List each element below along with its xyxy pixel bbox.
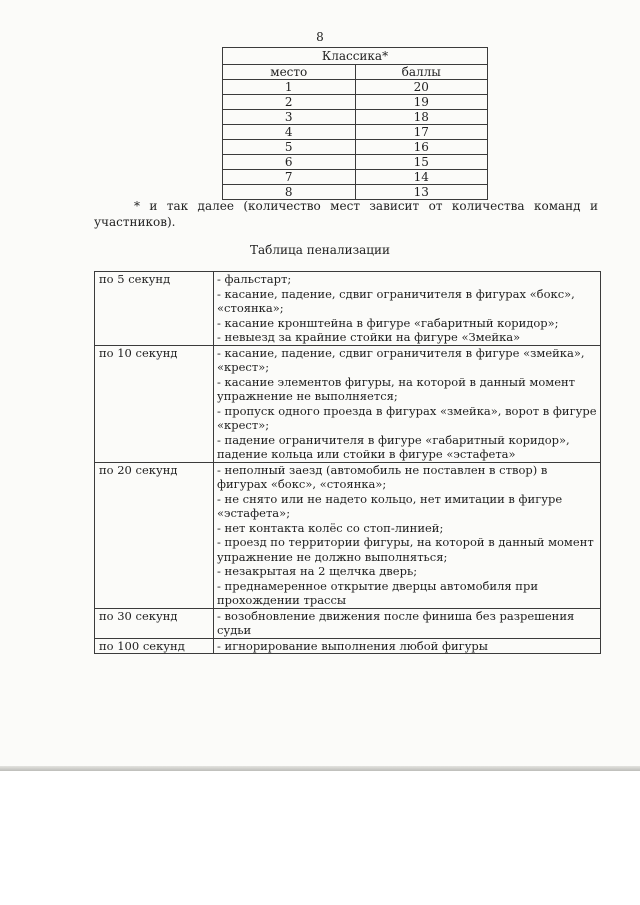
- penalty-item: - не снято или не надето кольцо, нет имитации в фигуре «эстафета»;: [217, 491, 563, 520]
- penalty-time-cell: по 20 секунд: [95, 462, 214, 608]
- place-cell: 6: [223, 155, 356, 170]
- penalty-item: - возобновление движения после финиша без разрешения судьи: [217, 608, 575, 637]
- header-points: баллы: [355, 65, 488, 80]
- penalty-time-cell: по 30 секунд: [95, 608, 214, 638]
- penalty-item: - касание элементов фигуры, на которой в данный момент упражнение не выполняется;: [217, 374, 576, 403]
- points-cell: 13: [355, 185, 488, 200]
- place-cell: 3: [223, 110, 356, 125]
- scan-edge: [0, 766, 640, 771]
- penalty-item: - игнорирование выполнения любой фигуры: [217, 638, 488, 653]
- classic-table-title-row: [223, 48, 488, 65]
- footnote: * и так далее (количество мест зависит от количества команд и участников).: [94, 199, 598, 229]
- table-row: [223, 170, 488, 185]
- table-row: [223, 110, 488, 125]
- classic-table-header-row: [223, 65, 488, 80]
- table-row: [223, 140, 488, 155]
- penalty-items-cell: [214, 608, 601, 638]
- place-cell: 2: [223, 95, 356, 110]
- place-cell: 8: [223, 185, 356, 200]
- table-row: [223, 125, 488, 140]
- points-cell: 14: [355, 170, 488, 185]
- penalty-item: - касание кронштейна в фигуре «габаритный коридор»;: [217, 315, 559, 330]
- penalty-item: - незакрытая на 2 щелчка дверь;: [217, 564, 418, 578]
- table-row: [223, 155, 488, 170]
- penalty-item: - преднамеренное открытие дверцы автомобиля при прохождении трассы: [217, 578, 538, 607]
- table-row: [95, 345, 601, 462]
- penalty-time-cell: по 100 секунд: [95, 638, 214, 654]
- table-row: [95, 272, 601, 346]
- place-cell: 4: [223, 125, 356, 140]
- penalty-item: - проезд по территории фигуры, на которой в данный момент упражнение не должно выполняться;: [217, 535, 594, 564]
- page-number: 8: [316, 30, 324, 44]
- penalty-item: - нет контакта колёс со стоп-линией;: [217, 520, 444, 535]
- penalty-item: - пропуск одного проезда в фигурах «змейка», ворот в фигуре «крест»;: [217, 403, 597, 432]
- table-row: [95, 462, 601, 608]
- penalty-item: - невыезд за крайние стойки на фигуре «Змейка»: [217, 330, 521, 344]
- place-cell: 7: [223, 170, 356, 185]
- points-cell: 16: [355, 140, 488, 155]
- classic-scoring-table: [222, 47, 488, 200]
- table-row: [95, 608, 601, 638]
- points-cell: 15: [355, 155, 488, 170]
- points-cell: 18: [355, 110, 488, 125]
- place-cell: 1: [223, 80, 356, 95]
- penalty-item: - фальстарт;: [217, 272, 292, 286]
- points-cell: 17: [355, 125, 488, 140]
- table-row: [223, 95, 488, 110]
- penalty-time-cell: по 5 секунд: [95, 272, 214, 346]
- penalty-items-cell: [214, 345, 601, 462]
- table-row: [95, 638, 601, 654]
- points-cell: 19: [355, 95, 488, 110]
- penalty-item: - падение ограничителя в фигуре «габаритный коридор», падение кольца или стойки в фигуре «эстафета»: [217, 432, 570, 461]
- penalty-items-cell: [214, 272, 601, 346]
- classic-table-title: Классика*: [223, 48, 488, 65]
- penalty-table-title: Таблица пенализации: [250, 243, 390, 257]
- points-cell: 20: [355, 80, 488, 95]
- penalty-item: - касание, падение, сдвиг ограничителя в фигурах «бокс», «стоянка»;: [217, 286, 575, 315]
- penalty-items-cell: [214, 638, 601, 654]
- penalty-table: [94, 271, 601, 654]
- penalty-item: - неполный заезд (автомобиль не поставлен в створ) в фигурах «бокс», «стоянка»;: [217, 462, 548, 491]
- penalty-items-cell: [214, 462, 601, 608]
- header-place: место: [223, 65, 356, 80]
- penalty-time-cell: по 10 секунд: [95, 345, 214, 462]
- place-cell: 5: [223, 140, 356, 155]
- penalty-item: - касание, падение, сдвиг ограничителя в фигуре «змейка», «крест»;: [217, 345, 585, 374]
- table-row: [223, 80, 488, 95]
